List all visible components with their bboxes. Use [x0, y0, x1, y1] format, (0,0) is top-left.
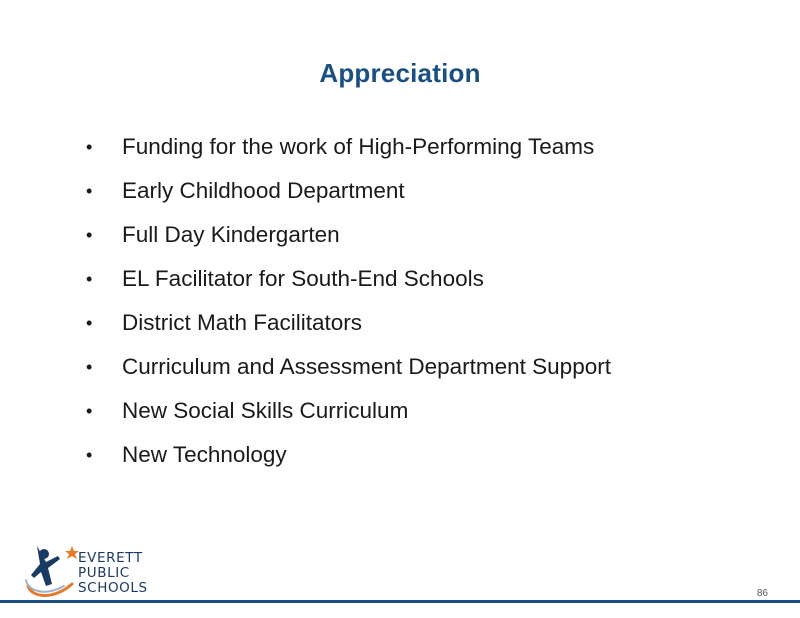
logo-figure-icon [24, 540, 84, 602]
logo-line-3: SCHOOLS [78, 580, 148, 596]
bullet-text: Funding for the work of High-Performing Teams [122, 134, 595, 159]
footer-divider [0, 600, 800, 603]
page-number: 86 [756, 588, 768, 599]
bullet-text: District Math Facilitators [122, 310, 363, 335]
slide-title: Appreciation [319, 58, 481, 88]
bullet-dot: • [86, 313, 93, 333]
bullet-dot: • [86, 445, 93, 465]
bullet-text: Full Day Kindergarten [122, 222, 340, 247]
bullet-dot: • [86, 181, 93, 201]
bullet-dot: • [86, 225, 93, 245]
bullet-dot: • [86, 357, 93, 377]
bullet-text: New Social Skills Curriculum [122, 398, 409, 423]
bullet-text: Early Childhood Department [122, 178, 405, 203]
bullet-dot: • [86, 137, 93, 157]
logo-line-1: EVERETT [78, 550, 143, 566]
bullet-text: New Technology [122, 442, 287, 467]
bullet-dot: • [86, 269, 93, 289]
logo-wordmark [78, 551, 148, 596]
bullet-text: Curriculum and Assessment Department Support [122, 354, 611, 379]
logo-line-2: PUBLIC [78, 565, 130, 581]
everett-public-schools-logo [24, 540, 174, 600]
bullet-text: EL Facilitator for South-End Schools [122, 266, 484, 291]
bullet-dot: • [86, 401, 93, 421]
